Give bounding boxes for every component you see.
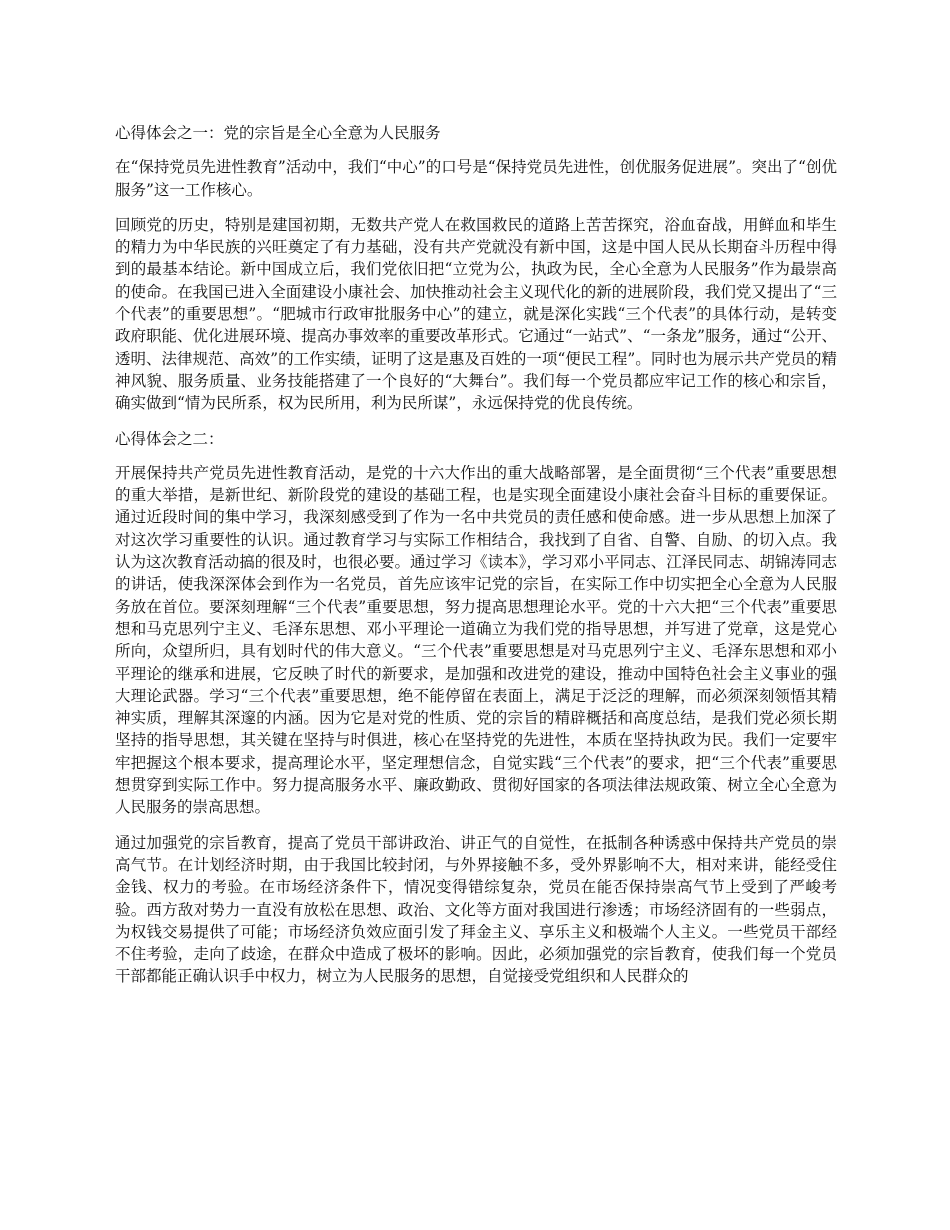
paragraph-4: 通过加强党的宗旨教育，提高了党员干部讲政治、讲正气的自觉性，在抵制各种诱惑中保持共产党员的崇高气节。在计划经济时期，由于我国比较封闭，与外界接触不多，受外界影响不大，相对来讲，能经受住金钱、权力的考验。在市场经济条件下，情况变得错综复杂，党员在能否保持崇高气节上受到了严峻考验。西方敌对势力一直没有放松在思想、政治、文化等方面对我国进行渗透；市场经济固有的一些弱点，为权钱交易提供了可能；市场经济负效应面引发了拜金主义、享乐主义和极端个人主义。一些党员干部经不住考验，走向了歧途，在群众中造成了极坏的影响。因此，必须加强党的宗旨教育，使我们每一个党员干部都能正确认识手中权力，树立为人民服务的思想，自觉接受党组织和人民群众的: [115, 833, 837, 986]
section-heading-2: 心得体会之二：: [115, 429, 224, 448]
document-body: [115, 122, 837, 1001]
paragraph-1: 在“保持党员先进性教育”活动中，我们“中心”的口号是“保持党员先进性，创优服务促进展”。突出了“创优服务”这一工作核心。: [115, 158, 837, 199]
paragraph-3: 开展保持共产党员先进性教育活动，是党的十六大作出的重大战略部署，是全面贯彻“三个代表”重要思想的重大举措，是新世纪、新阶段党的建设的基础工程，也是实现全面建设小康社会奋斗目标的重要保证。通过近段时间的集中学习，我深刻感受到了作为一名中共党员的责任感和使命感。进一步从思想上加深了对这次学习重要性的认识。通过教育学习与实际工作相结合，我找到了自省、自警、自励、的切入点。我认为这次教育活动搞的很及时，也很必要。通过学习《读本》，学习邓小平同志、江泽民同志、胡锦涛同志的讲话，使我深深体会到作为一名党员，首先应该牢记党的宗旨，在实际工作中切实把全心全意为人民服务放在首位。要深刻理解“三个代表”重要思想，努力提高思想理论水平。党的十六大把“三个代表”重要思想和马克思列宁主义、毛泽东思想、邓小平理论一道确立为我们党的指导思想，并写进了党章，这是党心所向，众望所归，具有划时代的伟大意义。“三个代表”重要思想是对马克思列宁主义、毛泽东思想和邓小平理论的继承和进展，它反映了时代的新要求，是加强和改进党的建设，推动中国特色社会主义事业的强大理论武器。学习“三个代表”重要思想，绝不能停留在表面上，满足于泛泛的理解，而必须深刻领悟其精神实质，理解其深邃的内涵。因为它是对党的性质、党的宗旨的精辟概括和高度总结，是我们党必须长期坚持的指导思想，其关键在坚持与时俱进，核心在坚持党的先进性，本质在坚持执政为民。我们一定要牢牢把握这个根本要求，提高理论水平，坚定理想信念，自觉实践“三个代表”的要求，把“三个代表”重要思想贯穿到实际工作中。努力提高服务水平、廉政勤政、贯彻好国家的各项法律法规政策、树立全心全意为人民服务的崇高思想。: [115, 463, 837, 817]
paragraph-2: 回顾党的历史，特别是建国初期，无数共产党人在救国救民的道路上苦苦探究，浴血奋战，用鲜血和毕生的精力为中华民族的兴旺奠定了有力基础，没有共产党就没有新中国，这是中国人民从长期奋斗历程中得到的最基本结论。新中国成立后，我们党依旧把“立党为公，执政为民，全心全意为人民服务”作为最崇高的使命。在我国已进入全面建设小康社会、加快推动社会主义现代化的新的进展阶段，我们党又提出了“三个代表”的重要思想”。“肥城市行政审批服务中心”的建立，就是深化实践“三个代表”的具体行动，是转变政府职能、优化进展环境、提高办事效率的重要改革形式。它通过“一站式”、“一条龙”服务，通过“公开、透明、法律规范、高效”的工作实绩，证明了这是惠及百姓的一项“便民工程”。同时也为展示共产党员的精神风貌、服务质量、业务技能搭建了一个良好的“大舞台”。我们每一个党员都应牢记工作的核心和宗旨，确实做到“情为民所系，权为民所用，利为民所谋”，永远保持党的优良传统。: [115, 215, 837, 413]
section-heading-1: 心得体会之一：党的宗旨是全心全意为人民服务: [115, 124, 441, 142]
